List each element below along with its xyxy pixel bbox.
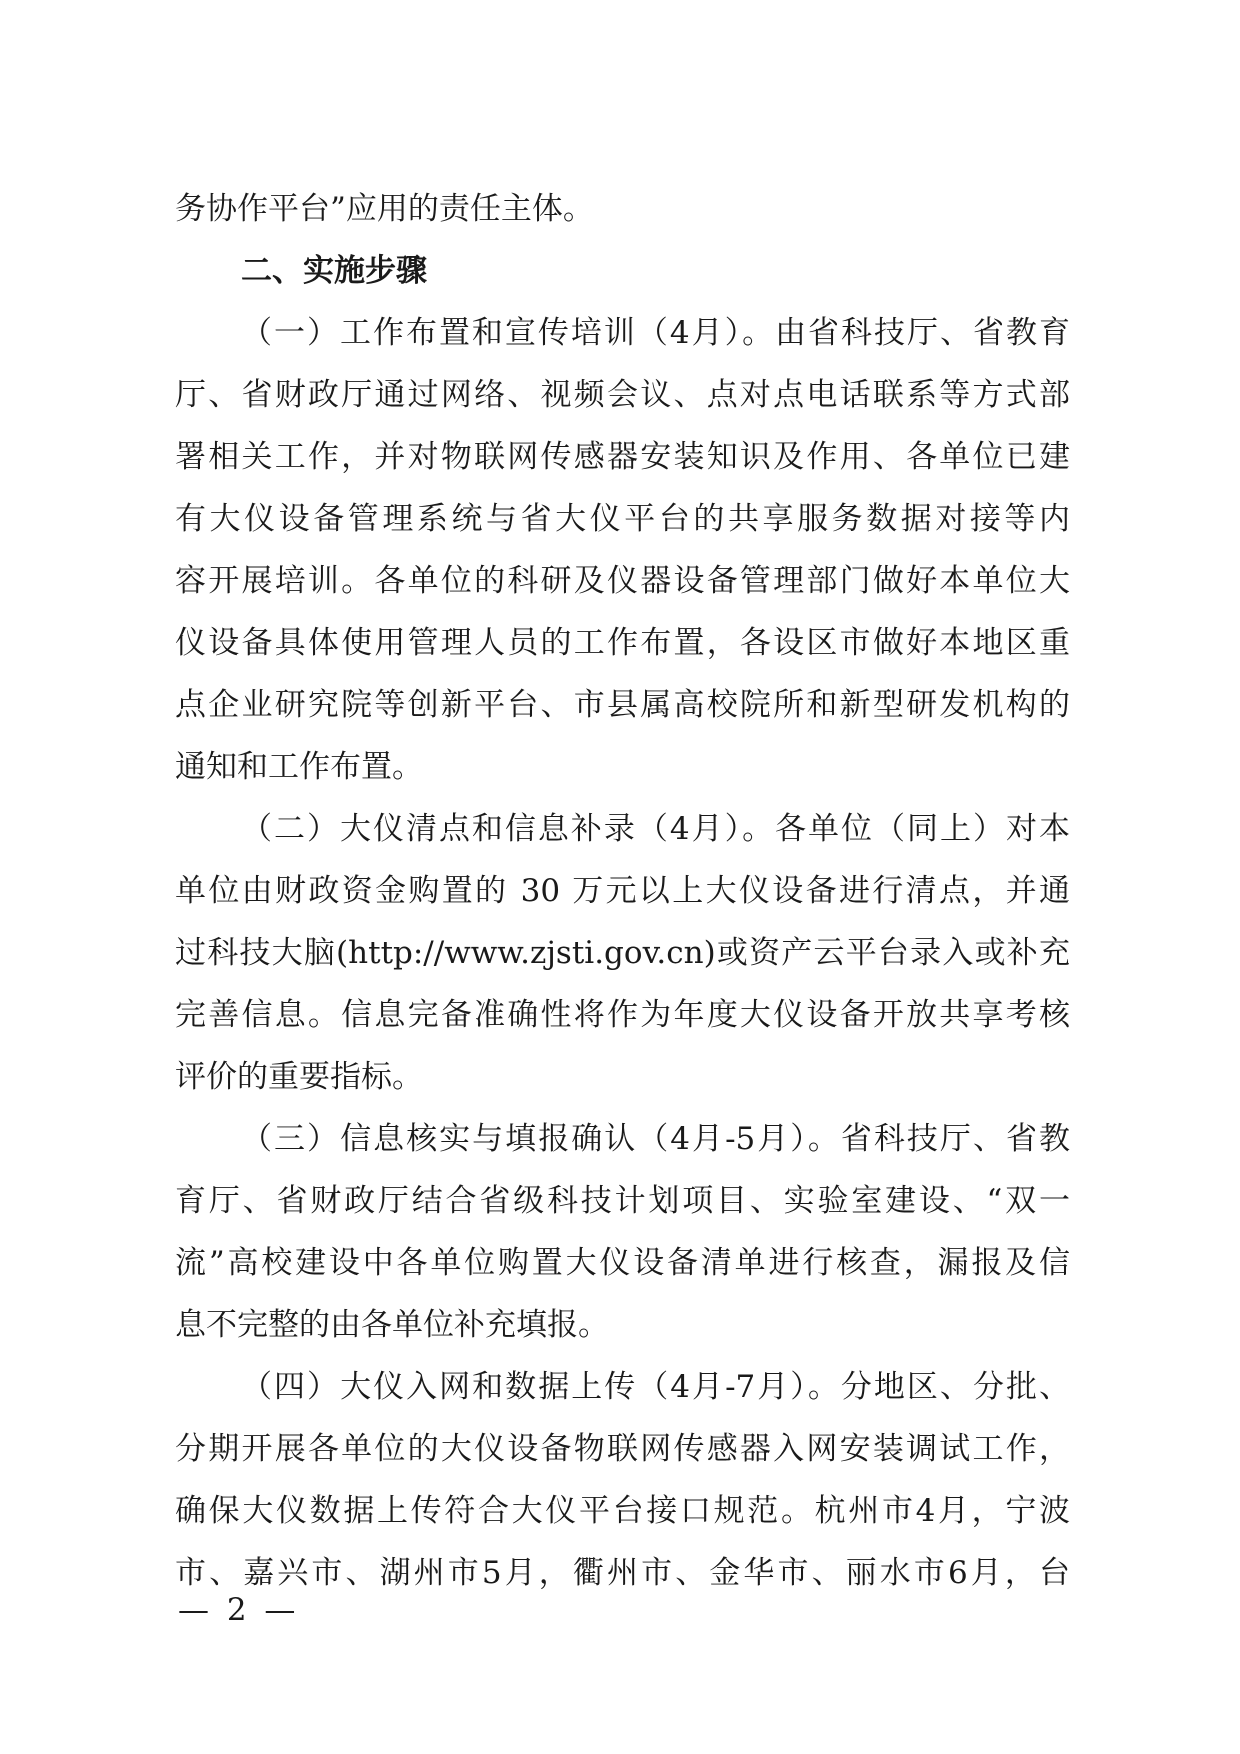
paragraph-line: 育厅、省财政厅结合省级科技计划项目、实验室建设、“双一: [175, 1183, 1070, 1219]
paragraph-line: 仪设备具体使用管理人员的工作布置，各设区市做好本地区重: [175, 625, 1070, 661]
paragraph-line: 单位由财政资金购置的 30 万元以上大仪设备进行清点，并通: [175, 873, 1070, 909]
paragraph-line: 完善信息。信息完备准确性将作为年度大仪设备开放共享考核: [175, 997, 1070, 1033]
paragraph-line: 流”高校建设中各单位购置大仪设备清单进行核查，漏报及信: [175, 1245, 1070, 1281]
paragraph-line: 通知和工作布置。: [175, 749, 423, 785]
paragraph-line: 厅、省财政厅通过网络、视频会议、点对点电话联系等方式部: [175, 377, 1070, 413]
paragraph-line: 有大仪设备管理系统与省大仪平台的共享服务数据对接等内: [175, 501, 1070, 537]
paragraph-line: 点企业研究院等创新平台、市县属高校院所和新型研发机构的: [175, 687, 1070, 723]
paragraph-line: （四）大仪入网和数据上传（4月-7月）。分地区、分批、: [241, 1369, 1070, 1405]
paragraph-line: 务协作平台”应用的责任主体。: [175, 191, 594, 227]
paragraph-line: （三）信息核实与填报确认（4月-5月）。省科技厅、省教: [241, 1121, 1070, 1157]
page-number: — 2 —: [178, 1592, 300, 1628]
section-heading: 二、实施步骤: [241, 253, 427, 289]
paragraph-line: 确保大仪数据上传符合大仪平台接口规范。杭州市4月，宁波: [175, 1493, 1070, 1529]
document-body: [175, 178, 1070, 1604]
paragraph-line: 容开展培训。各单位的科研及仪器设备管理部门做好本单位大: [175, 563, 1070, 599]
paragraph-line: （二）大仪清点和信息补录（4月）。各单位（同上）对本: [241, 811, 1070, 847]
paragraph-line: 市、嘉兴市、湖州市5月，衢州市、金华市、丽水市6月，台: [175, 1555, 1070, 1591]
paragraph-line: （一）工作布置和宣传培训（4月）。由省科技厅、省教育: [241, 315, 1070, 351]
paragraph-line: 息不完整的由各单位补充填报。: [175, 1307, 609, 1343]
paragraph-line: 署相关工作，并对物联网传感器安装知识及作用、各单位已建: [175, 439, 1070, 475]
paragraph-line: 过科技大脑(http://www.zjsti.gov.cn)或资产云平台录入或补充: [175, 935, 1070, 971]
paragraph-line: 分期开展各单位的大仪设备物联网传感器入网安装调试工作，: [175, 1431, 1070, 1467]
paragraph-line: 评价的重要指标。: [175, 1059, 423, 1095]
